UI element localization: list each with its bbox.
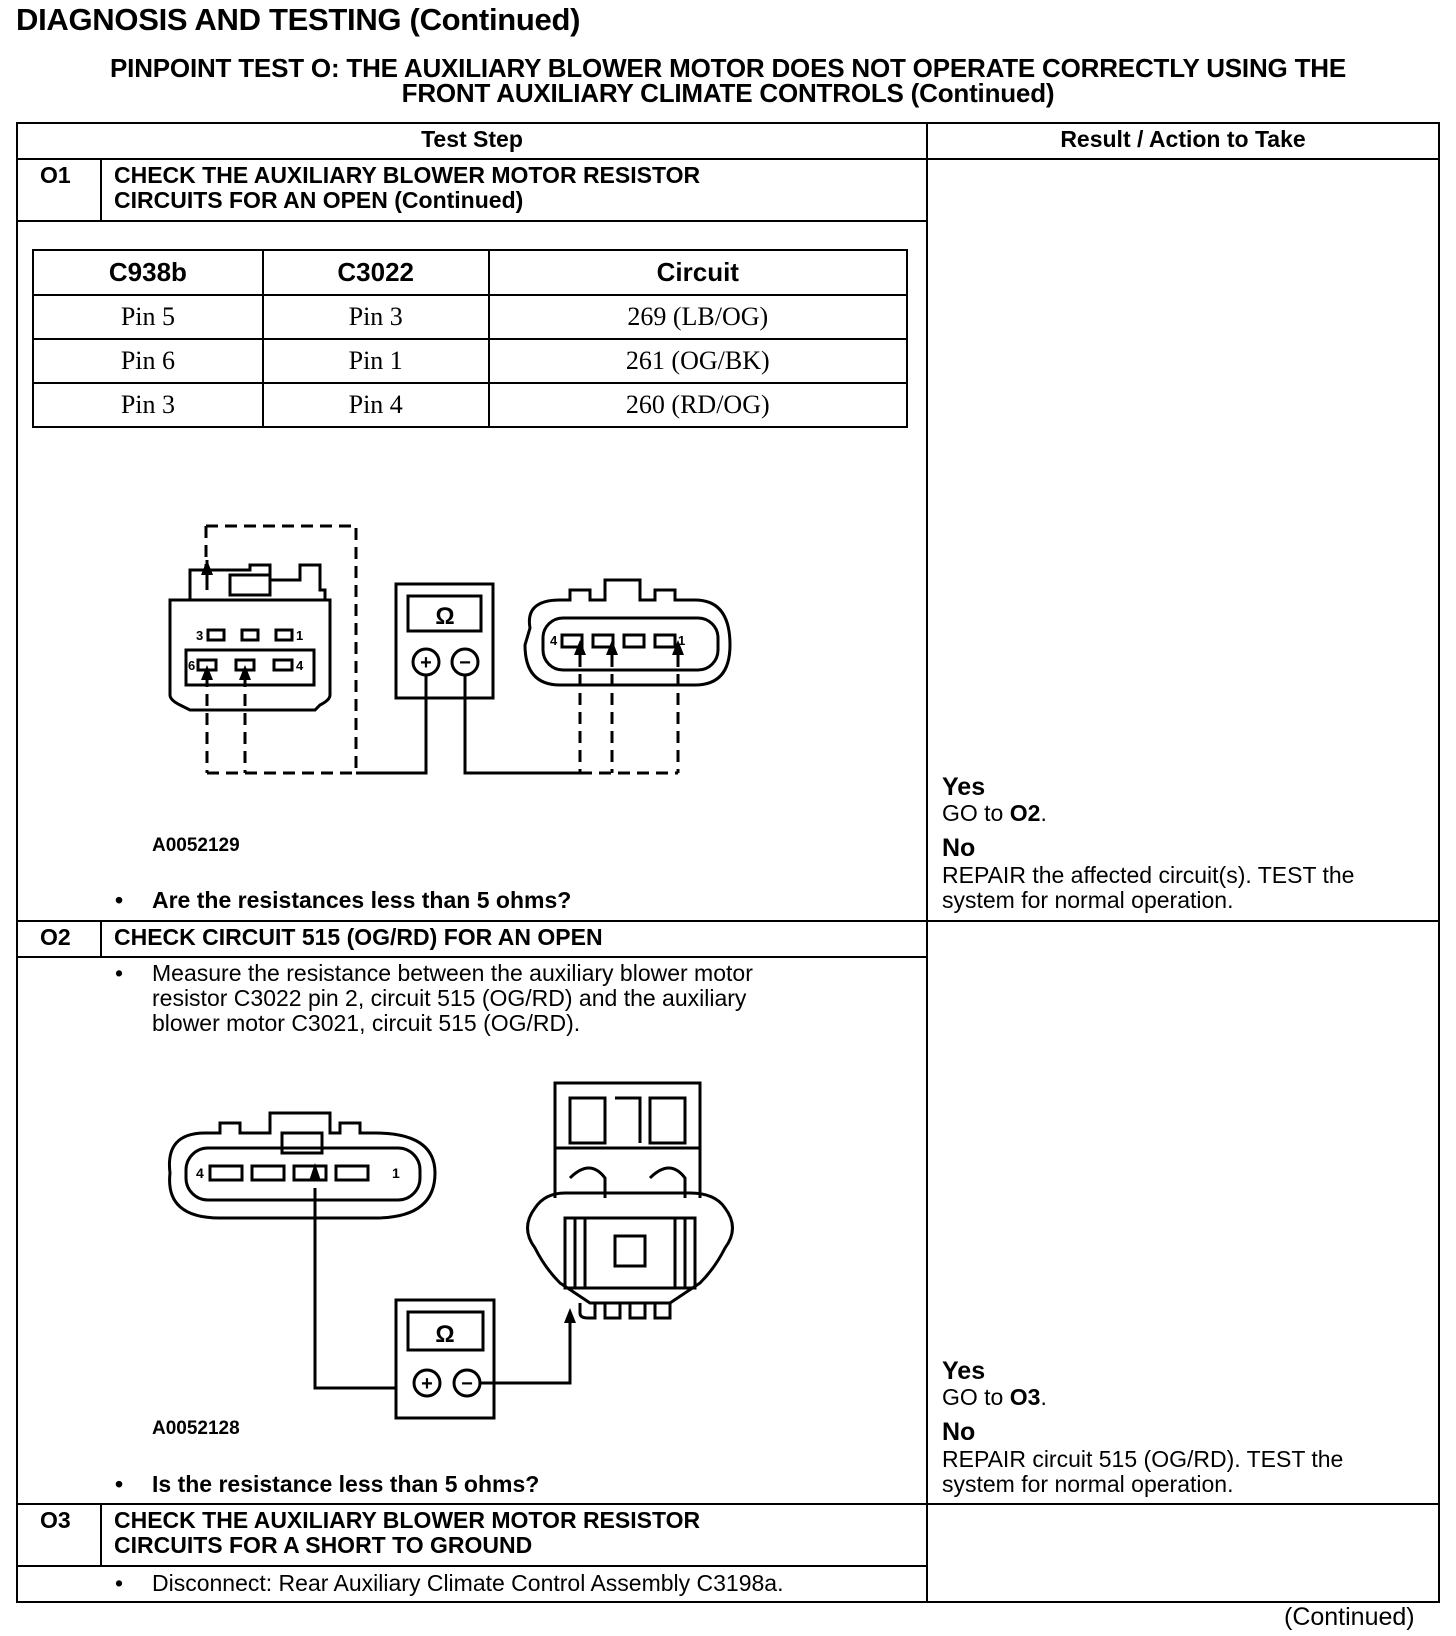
instruction-o2-line3: blower motor C3021, circuit 515 (OG/RD). [152,1010,581,1036]
instruction-o2-line2: resistor C3022 pin 2, circuit 515 (OG/RD) and the auxiliary [152,985,747,1011]
pin-label: 3 [196,628,204,643]
table-row [33,339,907,383]
pin-label: 6 [188,658,196,673]
instruction-o2 [152,961,753,1036]
pin-label: 1 [678,633,686,648]
table-cell: 269 (LB/OG) [489,295,907,339]
instruction-o2-line1: • Measure the resistance between the auxiliary blower motor [152,960,753,986]
subtitle-line-2: FRONT AUXILIARY CLIMATE CONTROLS (Continued) [401,78,1055,108]
figure-id: A0052128 [152,1418,240,1439]
wiring-diagram-o1 [150,510,770,780]
step-title-o2: CHECK CIRCUIT 515 (OG/RD) FOR AN OPEN [114,924,603,950]
yes-label: Yes [942,773,986,801]
pin-table-header [33,250,907,295]
table-cell: Pin 5 [33,295,263,339]
pin-label: 4 [196,1165,204,1181]
column-header-result: Result / Action to Take [1060,126,1306,152]
question-o1: • Are the resistances less than 5 ohms? [152,888,571,913]
pin-label: 1 [296,628,304,643]
table-cell: Pin 6 [33,339,263,383]
no-action-line1: REPAIR circuit 515 (OG/RD). TEST the [942,1446,1344,1472]
pin-label: 4 [296,658,304,673]
step-id-o2: O2 [40,924,71,950]
step-title-o3-line2: CIRCUITS FOR A SHORT TO GROUND [114,1532,533,1558]
step-title-o1 [114,163,700,213]
table-cell: 260 (RD/OG) [489,383,907,427]
ohm-symbol: Ω [435,1321,455,1348]
pin-table-header-cell: C938b [33,250,263,295]
no-action [942,863,1354,913]
yes-action-target: O3 [1009,1384,1041,1410]
pin-table-header-cell: C3022 [263,250,489,295]
table-cell: Pin 3 [263,295,489,339]
minus-symbol: − [461,1373,473,1395]
step-title-o1-line1: CHECK THE AUXILIARY BLOWER MOTOR RESISTOR [114,162,701,188]
table-cell: Pin 1 [263,339,489,383]
yes-label: Yes [942,1357,986,1385]
yes-action: GO to O3. [942,1384,1047,1410]
column-header-test-step: Test Step [421,126,523,152]
table-row [33,295,907,339]
minus-symbol: − [459,652,471,674]
yes-action-text: GO to [942,800,1010,826]
ohm-symbol: Ω [435,603,455,630]
wiring-diagram-o2 [160,1078,740,1428]
subtitle-line-1: PINPOINT TEST O: THE AUXILIARY BLOWER MOTOR DOES NOT OPERATE CORRECTLY USING THE [110,53,1346,83]
page-title: DIAGNOSIS AND TESTING (Continued) [16,2,581,37]
no-action-line2: system for normal operation. [942,887,1234,913]
table-cell: Pin 3 [33,383,263,427]
step-id-o3: O3 [40,1507,71,1533]
page-subtitle [16,53,1440,108]
table-cell: 261 (OG/BK) [489,339,907,383]
figure-id: A0052129 [152,835,240,856]
plus-symbol: + [421,1373,433,1395]
pin-table [32,249,908,428]
question-o2: • Is the resistance less than 5 ohms? [152,1472,539,1497]
no-action-line2: system for normal operation. [942,1471,1234,1497]
step-title-o3 [114,1508,700,1558]
plus-symbol: + [420,652,432,674]
pin-label: 1 [392,1165,400,1181]
instruction-o3: • Disconnect: Rear Auxiliary Climate Control Assembly C3198a. [152,1571,784,1596]
no-action [942,1447,1343,1497]
no-label: No [942,1418,976,1446]
table-cell: Pin 4 [263,383,489,427]
yes-action-target: O2 [1009,800,1041,826]
no-label: No [942,834,976,862]
step-title-o1-line2: CIRCUITS FOR AN OPEN (Continued) [114,187,524,213]
step-id-o1: O1 [40,162,71,188]
yes-action-text: GO to [942,1384,1010,1410]
yes-action: GO to O2. [942,800,1047,826]
no-action-line1: REPAIR the affected circuit(s). TEST the [942,862,1355,888]
table-row [33,383,907,427]
step-title-o3-line1: CHECK THE AUXILIARY BLOWER MOTOR RESISTOR [114,1507,701,1533]
pin-label: 4 [550,633,558,648]
pin-table-header-cell: Circuit [489,250,907,295]
continued-footer: (Continued) [1284,1603,1415,1631]
